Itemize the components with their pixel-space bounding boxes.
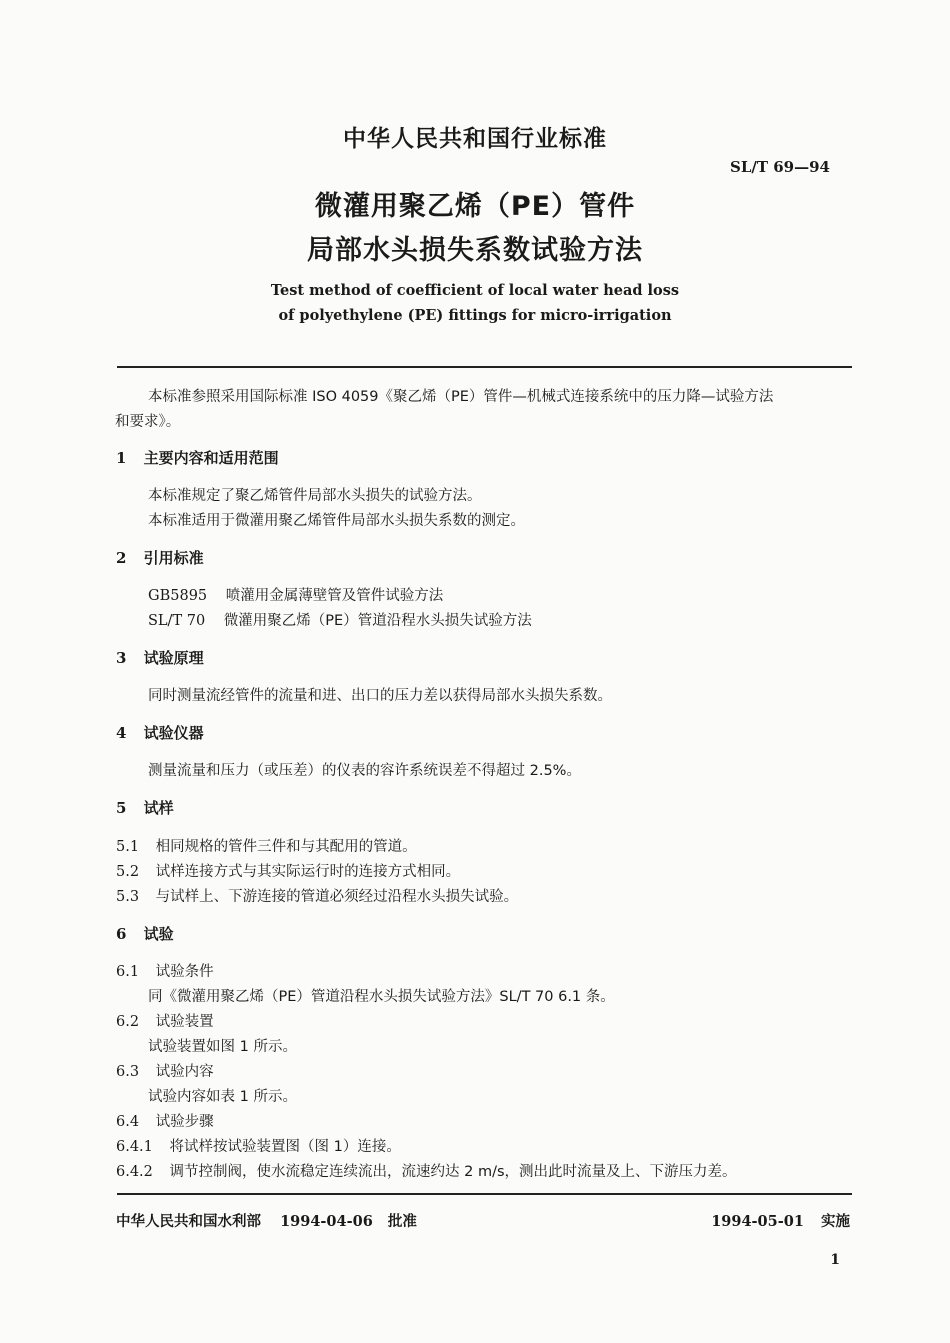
section-title: 主要内容和适用范围 <box>143 449 279 467</box>
clause-text: 试验条件 <box>155 964 214 980</box>
approval-line <box>116 1210 417 1231</box>
paragraph: 同时测量流经管件的流量和进、出口的压力差以获得局部水头损失系数。 <box>148 688 612 704</box>
clause-text: 相同规格的管件三件和与其配用的管道。 <box>155 839 417 855</box>
clause-number: 6.1 <box>116 964 140 980</box>
title-en-line1: Test method of coefficient of local water head loss <box>270 282 680 299</box>
clause-text: 试验步骤 <box>155 1114 214 1130</box>
section-6-heading <box>116 923 174 944</box>
section-5-heading <box>116 797 174 818</box>
page-number: 1 <box>830 1252 840 1268</box>
reference-item <box>148 609 532 630</box>
clause-body: 试验装置如图 1 所示。 <box>148 1039 297 1055</box>
section-title: 试验 <box>143 925 174 943</box>
paragraph: 测量流量和压力（或压差）的仪表的容许系统误差不得超过 2.5%。 <box>148 763 581 779</box>
section-title: 试样 <box>143 799 174 817</box>
paragraph: 本标准规定了聚乙烯管件局部水头损失的试验方法。 <box>148 488 482 504</box>
clause-body: 同《微灌用聚乙烯（PE）管道沿程水头损失试验方法》SL/T 70 6.1 条。 <box>148 989 615 1005</box>
section-number: 4 <box>116 724 127 742</box>
paragraph: 本标准适用于微灌用聚乙烯管件局部水头损失系数的测定。 <box>148 513 525 529</box>
section-number: 1 <box>116 449 127 467</box>
clause-body: 试验内容如表 1 所示。 <box>148 1089 297 1105</box>
section-3-heading <box>116 647 204 668</box>
section-number: 3 <box>116 649 127 667</box>
clause-number: 5.3 <box>116 889 140 905</box>
intro-line1: 本标准参照采用国际标准 ISO 4059《聚乙烯（PE）管件—机械式连接系统中的压力降—试验方法 <box>148 389 774 405</box>
title-en-line2: of polyethylene (PE) fittings for micro-irrigation <box>278 307 672 324</box>
effective-label: 实施 <box>821 1214 850 1230</box>
clause-text: 试样连接方式与其实际运行时的连接方式相同。 <box>155 864 461 880</box>
clause-text: 调节控制阀，使水流稳定连续流出，流速约达 2 m/s，测出此时流量及上、下游压力差。 <box>169 1164 737 1180</box>
reference-item <box>148 584 443 605</box>
section-2-heading <box>116 547 204 568</box>
header-divider <box>117 366 852 368</box>
section-title: 引用标准 <box>143 549 204 567</box>
clause-number: 5.2 <box>116 864 140 880</box>
clause-item <box>116 960 214 981</box>
clause-number: 5.1 <box>116 839 140 855</box>
clause-number: 6.4 <box>116 1114 140 1130</box>
clause-number: 6.4.2 <box>116 1164 153 1180</box>
clause-text: 将试样按试验装置图（图 1）连接。 <box>169 1139 401 1155</box>
issuer: 中华人民共和国水利部 <box>116 1214 261 1230</box>
section-title: 试验原理 <box>143 649 204 667</box>
section-1-heading <box>116 447 279 468</box>
section-number: 5 <box>116 799 127 817</box>
clause-item <box>116 835 417 856</box>
section-number: 6 <box>116 925 127 943</box>
effective-date: 1994-05-01 <box>711 1213 804 1230</box>
clause-text: 试验内容 <box>155 1064 214 1080</box>
standard-code: SL/T 69—94 <box>730 158 830 176</box>
approve-date: 1994-04-06 <box>280 1213 373 1230</box>
effective-line <box>711 1210 850 1231</box>
clause-item <box>116 1135 401 1156</box>
clause-item <box>116 860 460 881</box>
section-title: 试验仪器 <box>143 724 204 742</box>
clause-item <box>116 885 518 906</box>
reference-title: 微灌用聚乙烯（PE）管道沿程水头损失试验方法 <box>223 613 532 629</box>
clause-item <box>116 1060 214 1081</box>
section-number: 2 <box>116 549 127 567</box>
reference-code: SL/T 70 <box>148 613 206 629</box>
intro-line2: 和要求》。 <box>115 414 181 430</box>
clause-item <box>116 1010 214 1031</box>
clause-text: 与试样上、下游连接的管道必须经过沿程水头损失试验。 <box>155 889 519 905</box>
clause-number: 6.3 <box>116 1064 140 1080</box>
clause-number: 6.2 <box>116 1014 140 1030</box>
clause-number: 6.4.1 <box>116 1139 153 1155</box>
reference-code: GB5895 <box>148 588 208 604</box>
approve-label: 批准 <box>387 1214 417 1230</box>
reference-title: 喷灌用金属薄壁管及管件试验方法 <box>225 588 444 604</box>
title-cn-line2: 局部水头损失系数试验方法 <box>307 235 643 266</box>
clause-text: 试验装置 <box>155 1014 214 1030</box>
footer-divider <box>117 1193 852 1195</box>
title-cn-line1: 微灌用聚乙烯（PE）管件 <box>314 191 636 222</box>
section-4-heading <box>116 722 204 743</box>
clause-item <box>116 1160 737 1181</box>
issuing-body-title: 中华人民共和国行业标准 <box>343 126 607 152</box>
clause-item <box>116 1110 214 1131</box>
